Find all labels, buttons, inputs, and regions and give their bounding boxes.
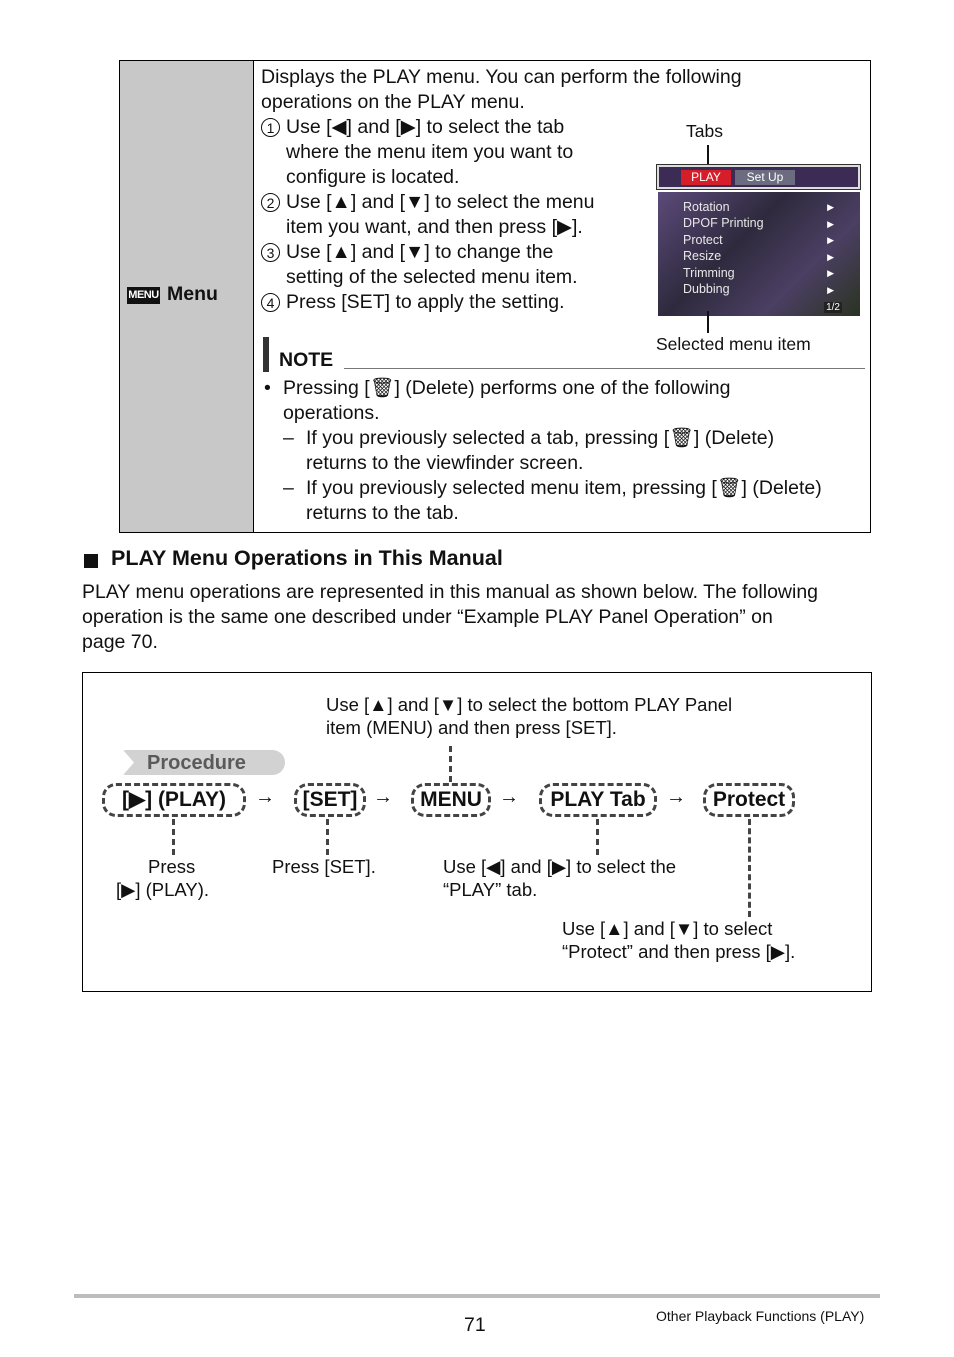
- chevron-right-icon: ▶: [827, 285, 834, 295]
- arrow-right-icon: →: [499, 786, 519, 808]
- dash-connector: [596, 819, 599, 855]
- proc-top-note-1: Use [▲] and [▼] to select the bottom PLAY Panel: [326, 694, 733, 715]
- dash-connector: [172, 819, 175, 855]
- note-text: ] (Delete): [693, 427, 775, 449]
- note-dash: –: [283, 477, 294, 499]
- step-3-line-1: Use [▲] and [▼] to change the: [286, 241, 554, 263]
- trash-icon: 🗑: [669, 427, 694, 449]
- chevron-right-icon: ▶: [827, 235, 834, 245]
- step-number: 2: [261, 193, 280, 212]
- note-bar: [263, 337, 269, 372]
- arrow-right-icon: →: [666, 786, 686, 808]
- chevron-right-icon: ▶: [827, 202, 834, 212]
- procedure-label: [114, 750, 285, 775]
- trash-icon: 🗑: [369, 377, 395, 399]
- step-menu: MENU: [411, 783, 491, 817]
- note-text: ] (Delete): [741, 477, 822, 499]
- camera-menu-list: [658, 192, 860, 316]
- camera-menu-item: Rotation: [683, 200, 730, 214]
- note-sub-1: [306, 426, 774, 451]
- step-3: [261, 240, 641, 290]
- step-play-tab: PLAY Tab: [539, 783, 657, 817]
- square-bullet-icon: [84, 554, 98, 568]
- note-text: If you previously selected a tab, pressing [: [306, 427, 670, 449]
- note-sub-1-cont: returns to the viewfinder screen.: [306, 452, 584, 474]
- trash-icon: 🗑: [716, 477, 742, 499]
- procedure-box: [82, 672, 872, 992]
- intro-line-1: Displays the PLAY menu. You can perform the following: [261, 66, 742, 88]
- dash-connector: [326, 819, 329, 855]
- selected-leader-line: [707, 311, 709, 333]
- note-rule: [344, 368, 865, 369]
- step-number: 3: [261, 243, 280, 262]
- camera-page-indicator: 1/2: [826, 302, 840, 313]
- arrow-right-icon: →: [255, 786, 275, 808]
- note-play-2: [▶] (PLAY).: [116, 879, 210, 900]
- step-number: 1: [261, 118, 280, 137]
- step-1-line-1: Use [◀] and [▶] to select the tab: [286, 116, 565, 138]
- page-number: 71: [464, 1314, 486, 1336]
- chevron-right-icon: ▶: [827, 268, 834, 278]
- camera-tab-play: PLAY: [681, 170, 731, 185]
- selected-callout: Selected menu item: [656, 334, 811, 354]
- step-set: [SET]: [294, 783, 366, 817]
- note-text: Pressing [: [283, 377, 370, 399]
- note-text: ] (Delete) performs one of the following: [394, 377, 731, 399]
- section-para-1: PLAY menu operations are represented in this manual as shown below. The following: [82, 581, 819, 603]
- step-1-line-3: configure is located.: [286, 166, 460, 188]
- section-para-2: operation is the same one described under “Example PLAY Panel Operation” on: [82, 606, 773, 628]
- note-sub-2: [306, 476, 822, 501]
- step-1-line-2: where the menu item you want to: [286, 141, 574, 163]
- camera-menu-item: Resize: [683, 249, 722, 263]
- menu-table: [119, 60, 871, 533]
- note-bullet: •: [264, 377, 271, 399]
- note-set: Press [SET].: [272, 856, 376, 877]
- tabs-callout: Tabs: [686, 121, 723, 141]
- note-line-1: [283, 376, 730, 401]
- intro-line-2: operations on the PLAY menu.: [261, 91, 525, 113]
- camera-tab-bar: [657, 165, 860, 189]
- step-number: 4: [261, 293, 280, 312]
- note-dash: –: [283, 427, 294, 449]
- note-tab-2: “PLAY” tab.: [443, 879, 538, 900]
- note-protect-1: Use [▲] and [▼] to select: [562, 918, 773, 939]
- section-heading: PLAY Menu Operations in This Manual: [111, 546, 503, 570]
- chevron-right-icon: ▶: [827, 219, 834, 229]
- note-protect-2: “Protect” and then press [▶].: [562, 941, 796, 962]
- step-2-line-2: item you want, and then press [▶].: [286, 216, 583, 238]
- step-protect: Protect: [703, 783, 795, 817]
- step-2-line-1: Use [▲] and [▼] to select the menu: [286, 191, 595, 213]
- footer-rule: [74, 1294, 880, 1298]
- chevron-right-icon: ▶: [827, 252, 834, 262]
- menu-label-cell: [120, 61, 254, 532]
- step-3-line-2: setting of the selected menu item.: [286, 266, 578, 288]
- dash-connector: [748, 819, 751, 917]
- step-play: [▶] (PLAY): [102, 783, 246, 817]
- dash-connector: [449, 746, 452, 782]
- camera-menu-item: Trimming: [683, 266, 735, 280]
- camera-menu-item: DPOF Printing: [683, 216, 764, 230]
- proc-top-note-2: item (MENU) and then press [SET].: [326, 717, 617, 738]
- camera-menu-item: Protect: [683, 233, 723, 247]
- note-text: If you previously selected menu item, pressing [: [306, 477, 717, 499]
- camera-tab-setup: Set Up: [735, 170, 795, 185]
- arrow-right-icon: →: [373, 786, 393, 808]
- menu-label: Menu: [167, 283, 218, 305]
- note-line-2: operations.: [283, 402, 380, 424]
- tabs-leader-line: [707, 145, 709, 165]
- step-2: [261, 190, 641, 240]
- section-para-3: page 70.: [82, 631, 158, 653]
- camera-menu-item: Dubbing: [683, 282, 730, 296]
- step-1: [261, 115, 641, 190]
- footer-chapter: Other Playback Functions (PLAY): [656, 1308, 865, 1324]
- step-4: [261, 290, 641, 315]
- note-tab-1: Use [◀] and [▶] to select the: [443, 856, 677, 877]
- note-play-1: Press: [148, 856, 196, 877]
- procedure-notch: [114, 750, 134, 775]
- menu-button-icon: MENU: [127, 287, 160, 304]
- note-sub-2-cont: returns to the tab.: [306, 502, 459, 524]
- procedure-label-text: Procedure: [147, 752, 246, 774]
- step-4-line-1: Press [SET] to apply the setting.: [286, 291, 565, 313]
- note-title: NOTE: [279, 349, 334, 371]
